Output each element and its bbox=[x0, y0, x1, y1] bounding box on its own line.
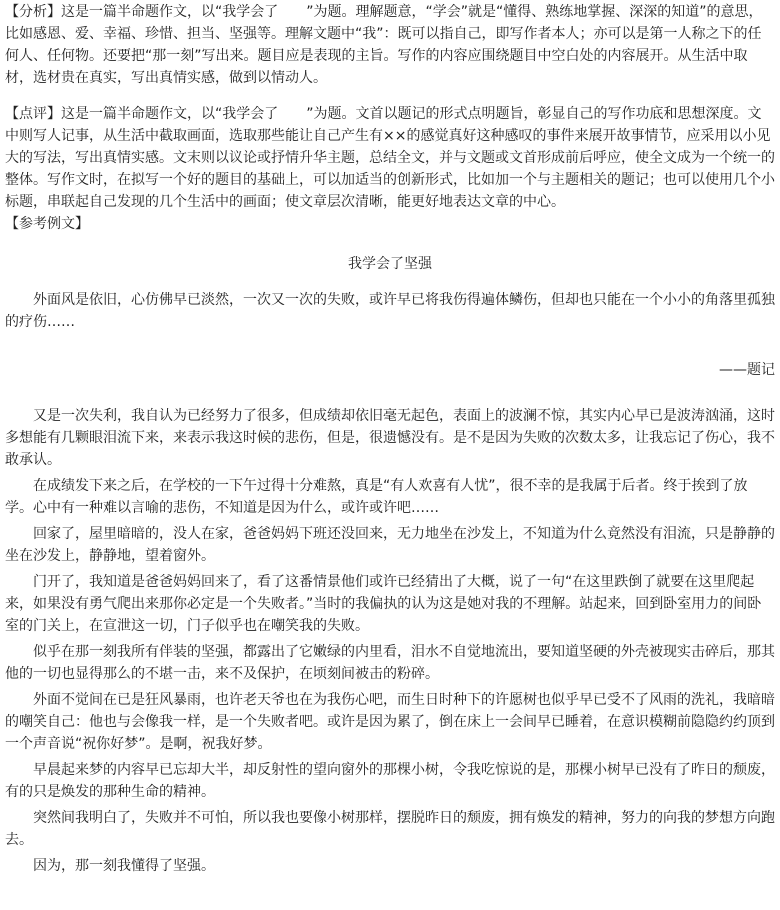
analysis-paragraph: 【分析】这是一篇半命题作文，以“我学会了 ”为题。理解题意，“学会”就是“懂得、熟练地掌握、深深的知道”的意思，比如感恩、爱、幸福、珍惜、担当、坚强等。理解文题中“我”：既可以指自己，即写作者本人；亦可以是第一人称之下的任何人、任何物。还要把“那一刻”写出来。题目应是表现的主旨。写作的内容应围绕题目中空白处的内容展开。从生活中取材，选材贵在真实，写出真情实感，做到以情动人。 bbox=[5, 4, 763, 86]
essay-title: 我学会了坚强 bbox=[348, 256, 432, 272]
essay-paragraph-3: 回家了，屋里暗暗的，没人在家，爸爸妈妈下班还没回来，无力地坐在沙发上，不知道为什么竟然没有泪流，只是静静的坐在沙发上，静静地，望着窗外。 bbox=[5, 526, 775, 564]
essay-paragraph-4: 门开了，我知道是爸爸妈妈回来了，看了这番情景他们或许已经猜出了大概，说了一句“在这里跌倒了就要在这里爬起来，如果没有勇气爬出来那你必定是一个失败者。”当时的我偏执的认为这是她对我的不理解。站起来，回到卧室用力的间卧室的门关上，在宣泄这一切，门子似乎也在嘲笑我的失败。 bbox=[5, 574, 762, 634]
epigraph-paragraph: 外面风是依旧，心仿佛早已淡然，一次又一次的失败，或许早已将我伤得遍体鳞伤，但却也只能在一个小小的角落里孤独的疗伤…… bbox=[5, 292, 775, 330]
essay-paragraph-6: 外面不觉间在已是狂风暴雨，也许老天爷也在为我伤心吧，而生日时种下的许愿树也似乎早已受不了风雨的洗礼，我暗暗的嘲笑自己：他也与会像我一样，是一个失败者吧。或许是因为累了，倒在床上一会间早已睡着，在意识模糊前隐隐约约顶到一个声音说“祝你好梦”。是啊，祝我好梦。 bbox=[5, 692, 775, 752]
essay-paragraph-8: 突然间我明白了，失败并不可怕，所以我也要像小树那样，摆脱昨日的颓废，拥有焕发的精神，努力的向我的梦想方向跑去。 bbox=[5, 810, 775, 848]
reference-label: 【参考例文】 bbox=[5, 216, 89, 232]
essay-paragraph-2: 在成绩发下来之后，在学校的一下午过得十分难熬，真是“有人欢喜有人忧”，很不幸的是我属于后者。终于挨到了放学。心中有一种难以言喻的悲伤，不知道是因为什么，或许或许吧…… bbox=[5, 478, 748, 516]
essay-paragraph-5: 似乎在那一刻我所有伴装的坚强，都露出了它嫩绿的内里看，泪水不自觉地流出，要知道坚硬的外壳被现实击碎后，那其他的一切也显得那么的不堪一击，来不及保护，在顷刻间被击的粉碎。 bbox=[5, 644, 775, 682]
essay-paragraph-1: 又是一次失利，我自认为已经努力了很多，但成绩却依旧毫无起色，表面上的波澜不惊，其实内心早已是波涛汹涌，这时多想能有几颗眼泪流下来，来表示我这时候的悲伤，但是，很遗憾没有。是不是因为失败的次数太多，让我忘记了伤心，我不敢承认。 bbox=[5, 408, 775, 468]
epigraph-mark: ——题记 bbox=[719, 362, 775, 378]
comment-paragraph: 【点评】这是一篇半命题作文，以“我学会了 ”为题。文首以题记的形式点明题旨，彰显自己的写作功底和思想深度。文中则写人记事，从生活中截取画面，选取那些能让自己产生有××的感觉真好这种感叹的事件来展开故事情节，应采用以小见大的写法，写出真情实感。文末则以议论或抒情升华主题，总结全文，并与文题或文首形成前后呼应，使全文成为一个统一的整体。写作文时，在拟写一个好的题目的基础上，可以加适当的创新形式，比如加一个与主题相关的题记；也可以使用几个小标题，串联起自己发现的几个生活中的画面；使文章层次清晰，能更好地表达文章的中心。 bbox=[5, 106, 775, 210]
essay-paragraph-9: 因为，那一刻我懂得了坚强。 bbox=[33, 858, 215, 874]
essay-paragraph-7: 早晨起来梦的内容早已忘却大半，却反射性的望向窗外的那棵小树，令我吃惊说的是，那棵小树早已没有了昨日的颓废，有的只是焕发的那种生命的精神。 bbox=[5, 762, 775, 800]
